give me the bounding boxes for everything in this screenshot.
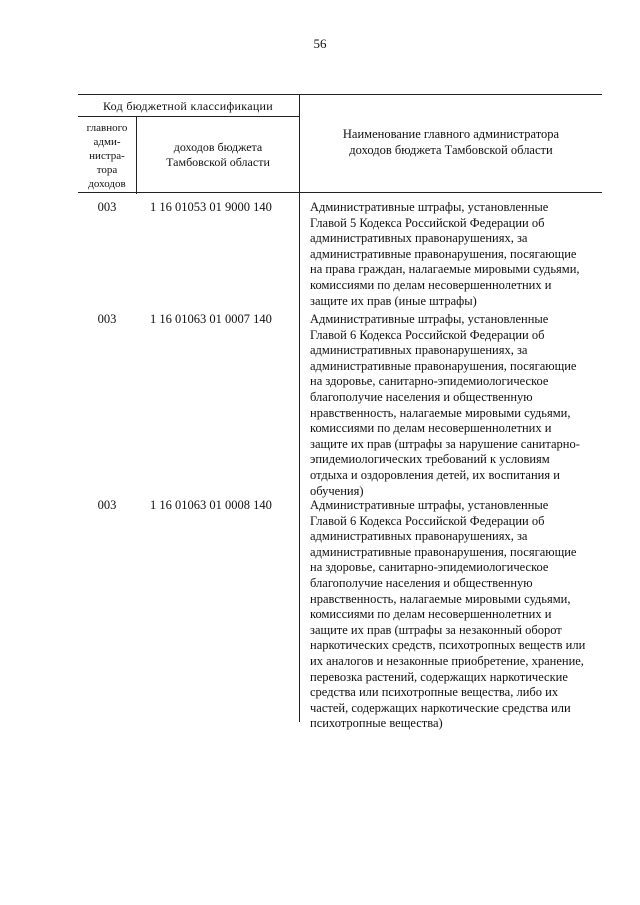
description-line: Главой 5 Кодекса Российской Федерации об [310, 215, 545, 230]
description-line: комиссиями по делам несовершеннолетних и [310, 277, 552, 292]
description-line: наркотических средств, психотропных веществ или [310, 638, 586, 653]
description-line: перевозка растений, содержащих наркотические [310, 669, 568, 684]
description-line: на здоровье, санитарно-эпидемиологическое [310, 374, 549, 389]
header-admin-line: тора [96, 164, 118, 176]
description-line: благополучие населения и общественную [310, 389, 533, 404]
header-name-line: доходов бюджета Тамбовской области [349, 143, 553, 157]
description-line: Административные штрафы, установленные [310, 498, 549, 512]
description-line: психотропные вещества) [310, 716, 443, 731]
description-line: комиссиями по делам несовершеннолетних и [310, 421, 552, 436]
description-line: административные правонарушения, посягающие [310, 246, 577, 261]
header-code-group: Код бюджетной классификации [102, 99, 274, 113]
header-income-column [138, 140, 298, 170]
description-cell [310, 312, 602, 499]
description-line: на права граждан, налагаемые мировыми судьями, [310, 262, 580, 277]
description-line: отдыха и оздоровления детей, их воспитания и [310, 467, 560, 482]
description-line: административные правонарушения, посягающие [310, 544, 577, 559]
description-line: эпидемиологических требований к условиям [310, 452, 550, 467]
description-line: защите их прав (иные штрафы) [310, 293, 477, 308]
column-divider-admin [136, 116, 137, 194]
description-line: Административные штрафы, установленные [310, 200, 549, 214]
description-line: защите их прав (штрафы за незаконный оборот [310, 622, 562, 637]
description-line: на здоровье, санитарно-эпидемиологическое [310, 560, 549, 575]
description-line: Главой 6 Кодекса Российской Федерации об [310, 513, 545, 528]
description-line: их аналогов и незаконные приобретение, хранение, [310, 653, 584, 668]
budget-code-cell: 1 16 01063 01 0008 140 [150, 498, 272, 512]
admin-code-cell: 003 [97, 200, 117, 214]
header-admin-line: доходов [88, 178, 126, 190]
description-line: средства или психотропные вещества, либо их [310, 685, 559, 700]
description-line: нравственность, налагаемые мировыми судьями, [310, 405, 571, 420]
header-admin-column [78, 121, 136, 191]
header-bottom-rule [78, 192, 602, 193]
description-line: благополучие населения и общественную [310, 575, 533, 590]
description-line: Главой 6 Кодекса Российской Федерации об [310, 327, 545, 342]
description-line: защите их прав (штрафы за нарушение санитарно- [310, 436, 580, 451]
admin-code-cell: 003 [97, 498, 117, 512]
budget-code-cell: 1 16 01063 01 0007 140 [150, 312, 272, 326]
description-line: обучения) [310, 483, 364, 498]
budget-code-cell: 1 16 01053 01 9000 140 [150, 200, 272, 214]
description-line: Административные штрафы, установленные [310, 312, 549, 326]
table-top-rule [78, 94, 602, 95]
description-line: комиссиями по делам несовершеннолетних и [310, 607, 552, 622]
description-line: административные правонарушения, посягающие [310, 358, 577, 373]
column-divider-code [299, 94, 300, 722]
header-income-line: доходов бюджета [173, 140, 263, 154]
description-cell [310, 498, 602, 732]
description-line: нравственность, налагаемые мировыми судьями, [310, 591, 571, 606]
description-line: частей, содержащих наркотические средства или [310, 700, 571, 715]
description-line: административных правонарушениях, за [310, 231, 528, 246]
header-admin-line: адми- [93, 136, 121, 148]
header-income-line: Тамбовской области [166, 155, 270, 169]
header-admin-line: нистра- [89, 150, 125, 162]
admin-code-cell: 003 [97, 312, 117, 326]
code-group-rule [78, 116, 299, 117]
description-line: административных правонарушениях, за [310, 343, 528, 358]
description-cell [310, 200, 602, 309]
header-name-line: Наименование главного администратора [342, 127, 560, 141]
header-admin-line: главного [86, 122, 128, 134]
header-name-column [300, 126, 602, 158]
page-number: 56 [313, 36, 327, 51]
description-line: административных правонарушениях, за [310, 529, 528, 544]
